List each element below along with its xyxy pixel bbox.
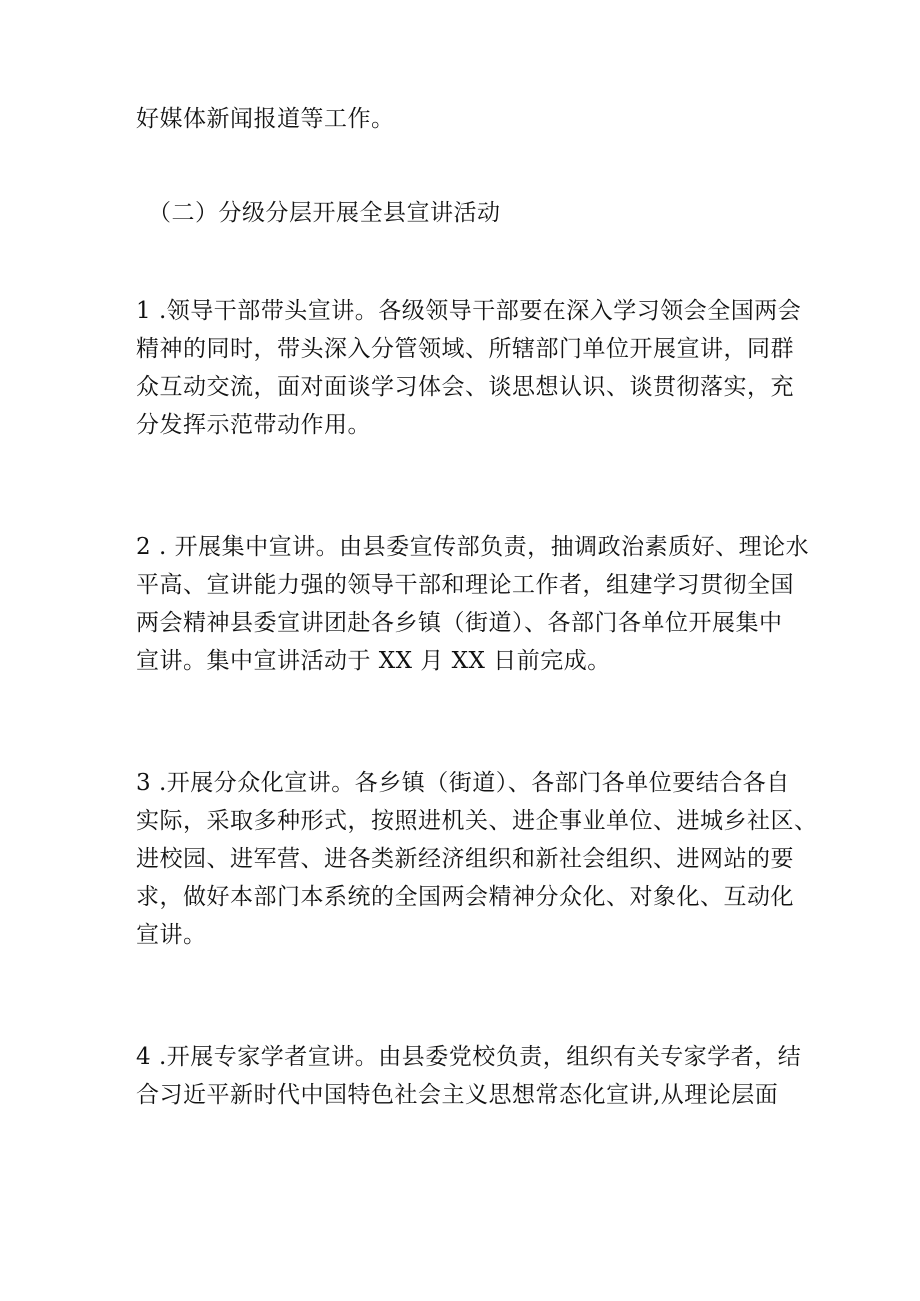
item-2-line-1: 2 . 开展集中宣讲。由县委宣传部负责，抽调政治素质好、理论水 <box>136 534 810 560</box>
item-1-line-2: 精神的同时，带头深入分管领域、所辖部门单位开展宣讲，同群 <box>136 336 794 362</box>
item-3-line-1: 3 .开展分众化宣讲。各乡镇（街道）、各部门各单位要结合各自 <box>136 770 790 796</box>
item-3-line-2: 实际，采取多种形式，按照进机关、进企事业单位、进城乡社区、 <box>136 808 818 834</box>
item-4-line-2: 合习近平新时代中国特色社会主义思想常态化宣讲,从理论层面 <box>136 1082 779 1108</box>
paragraph-continuation-line: 好媒体新闻报道等工作。 <box>136 106 395 132</box>
item-3-line-5: 宣讲。 <box>136 922 207 948</box>
item-2-line-3: 两会精神县委宣讲团赴各乡镇（街道）、各部门各单位开展集中 <box>136 610 783 636</box>
item-1-line-4: 分发挥示范带动作用。 <box>136 412 371 438</box>
item-4-line-1: 4 .开展专家学者宣讲。由县委党校负责，组织有关专家学者，结 <box>136 1044 802 1070</box>
item-2-line-2: 平高、宣讲能力强的领导干部和理论工作者，组建学习贯彻全国 <box>136 572 794 598</box>
section-heading: （二）分级分层开展全县宣讲活动 <box>148 200 501 226</box>
item-3-line-3: 进校园、进军营、进各类新经济组织和新社会组织、进网站的要 <box>136 846 794 872</box>
item-1-line-1: 1 .领导干部带头宣讲。各级领导干部要在深入学习领会全国两会 <box>136 298 802 324</box>
item-3-line-4: 求，做好本部门本系统的全国两会精神分众化、对象化、互动化 <box>136 884 794 910</box>
item-2-line-4: 宣讲。集中宣讲活动于 XX 月 XX 日前完成。 <box>136 648 611 674</box>
item-1-line-3: 众互动交流，面对面谈学习体会、谈思想认识、谈贯彻落实，充 <box>136 374 794 400</box>
